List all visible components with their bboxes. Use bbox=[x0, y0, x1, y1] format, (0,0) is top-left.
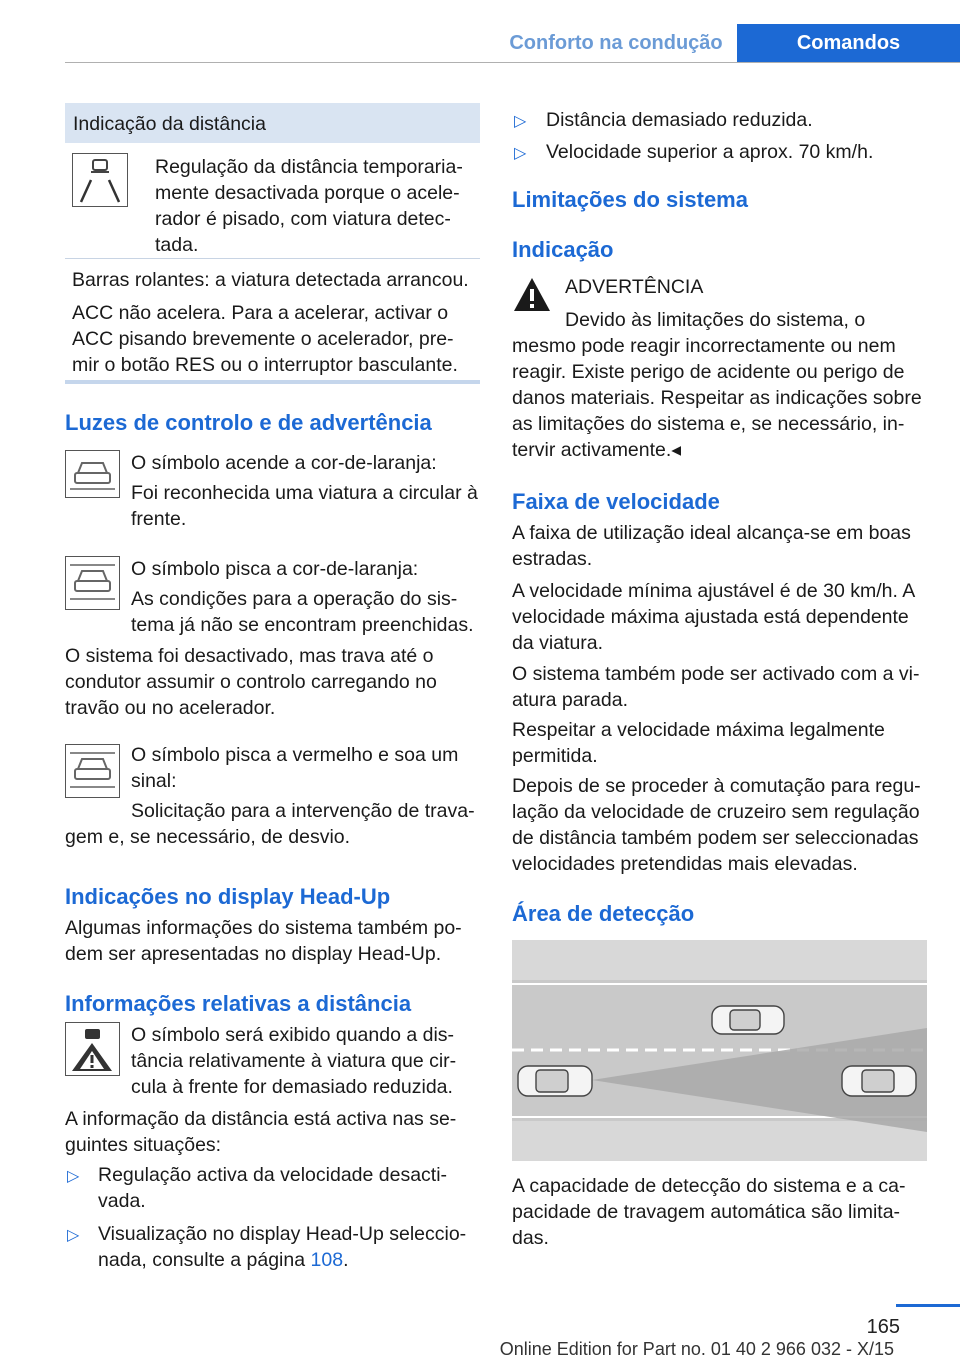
distance-warning-icon bbox=[65, 1022, 120, 1076]
bullet-item bbox=[98, 1162, 483, 1214]
text-line: O símbolo pisca a vermelho e soa um bbox=[131, 744, 459, 766]
text-line: ACC pisando brevemente o acelerador, pre- bbox=[72, 328, 454, 350]
edition-footer: Online Edition for Part no. 01 40 2 966 032 - X/15 bbox=[499, 1339, 894, 1359]
text-line: travão ou no acelerador. bbox=[65, 697, 276, 719]
footer-accent-line bbox=[896, 1304, 960, 1307]
light1-detail bbox=[131, 480, 486, 532]
text-line: das. bbox=[512, 1227, 549, 1249]
text-line: estradas. bbox=[512, 548, 593, 570]
text-line: rador é pisado, com viatura detec- bbox=[155, 208, 451, 230]
text-line: as limitações do sistema e, se necessário, in- bbox=[512, 413, 905, 435]
text-line: guintes situações: bbox=[65, 1134, 222, 1156]
text-line: danos materiais. Respeitar as indicações sobre bbox=[512, 387, 922, 409]
text-line: dem ser apresentadas no display Head-Up. bbox=[65, 943, 442, 965]
text-line: lação da velocidade de cruzeiro sem regulação bbox=[512, 801, 920, 823]
distance-info-heading: Informações relativas a distância bbox=[65, 991, 412, 1016]
light1-text: O símbolo acende a cor-de-laranja: bbox=[131, 452, 437, 474]
text-line: velocidades pretendidas mais elevadas. bbox=[512, 853, 858, 875]
bullet-item: Velocidade superior a aprox. 70 km/h. bbox=[546, 141, 874, 163]
text-line: As condições para a operação do sis- bbox=[131, 588, 458, 610]
speed-text-2 bbox=[512, 578, 942, 656]
table-header-label: Indicação da distância bbox=[73, 113, 266, 135]
text-line: tema já não se encontram preenchidas. bbox=[131, 614, 474, 636]
text-line: Algumas informações do sistema também po- bbox=[65, 917, 462, 939]
text-line: tervir activamente.◂ bbox=[512, 439, 682, 461]
car-blinking-icon bbox=[65, 556, 120, 610]
text-fragment: nada, consulte a página bbox=[98, 1249, 311, 1271]
hud-text bbox=[65, 915, 485, 967]
bullet-icon: ▷ bbox=[514, 113, 527, 130]
detection-area-heading: Área de detecção bbox=[512, 901, 695, 926]
table-header bbox=[65, 103, 480, 143]
warning-first-line: Devido às limitações do sistema, o bbox=[565, 309, 866, 331]
bullet-item: Distância demasiado reduzida. bbox=[546, 109, 813, 131]
text-line: pacidade de travagem automática são limita- bbox=[512, 1201, 901, 1223]
page-number: 165 bbox=[866, 1316, 900, 1338]
text-line: cula à frente for demasiado reduzida. bbox=[131, 1076, 453, 1098]
detection-area-illustration bbox=[512, 940, 927, 1161]
text-line: ACC não acelera. Para a acelerar, activar o bbox=[72, 302, 449, 324]
light3-text bbox=[131, 742, 486, 794]
text-fragment: . bbox=[343, 1249, 349, 1271]
text-line: O símbolo será exibido quando a dis- bbox=[131, 1024, 455, 1046]
detection-text bbox=[512, 1173, 942, 1251]
text-line: sinal: bbox=[131, 770, 177, 792]
light2-detail bbox=[131, 586, 486, 638]
text-line: de distância também podem ser seleccionadas bbox=[512, 827, 919, 849]
header-rule bbox=[65, 62, 960, 63]
warning-triangle-icon bbox=[512, 275, 552, 315]
rolling-bars-text: Barras rolantes: a viatura detectada arrancou. bbox=[72, 269, 469, 291]
text-line: Visualização no display Head-Up seleccio- bbox=[98, 1223, 467, 1245]
bullet-icon: ▷ bbox=[67, 1168, 80, 1185]
text-line: Depois de se proceder à comutação para regu- bbox=[512, 775, 921, 797]
distance-active-text bbox=[65, 1106, 485, 1158]
table-separator bbox=[65, 258, 480, 259]
light3-detail-line2: gem e, se necessário, de desvio. bbox=[65, 826, 351, 848]
text-line: reagir. Existe perigo de acidente ou perigo de bbox=[512, 361, 905, 383]
car-indicator-icon bbox=[65, 450, 120, 498]
bullet-icon: ▷ bbox=[67, 1227, 80, 1244]
text-line: tada. bbox=[155, 234, 199, 256]
text-line: frente. bbox=[131, 508, 187, 530]
header-chapter-tab[interactable]: Comandos bbox=[737, 24, 960, 62]
speed-range-heading: Faixa de velocidade bbox=[512, 489, 720, 514]
text-line: A faixa de utilização ideal alcança-se em boas bbox=[512, 522, 911, 544]
acc-paragraph bbox=[72, 300, 492, 378]
text-line: A velocidade mínima ajustável é de 30 km/h. A bbox=[512, 580, 916, 602]
speed-text-1 bbox=[512, 520, 942, 572]
text-line: Respeitar a velocidade máxima legalmente bbox=[512, 719, 885, 741]
text-line: A informação da distância está activa nas se- bbox=[65, 1108, 457, 1130]
bullet-icon: ▷ bbox=[514, 145, 527, 162]
text-line: velocidade máxima ajustada está dependente bbox=[512, 606, 909, 628]
text-line: permitida. bbox=[512, 745, 598, 767]
text-line: mesmo pode reagir incorrectamente ou nem bbox=[512, 335, 896, 357]
light3-detail-line1: Solicitação para a intervenção de trava- bbox=[131, 800, 475, 822]
warning-body bbox=[512, 333, 942, 463]
text-line: Foi reconhecida uma viatura a circular à bbox=[131, 482, 478, 504]
indication-heading: Indicação bbox=[512, 237, 614, 262]
text-line: O sistema foi desactivado, mas trava até o bbox=[65, 645, 434, 667]
text-line: mente desactivada porque o acele- bbox=[155, 182, 460, 204]
text-line: tância relativamente à viatura que cir- bbox=[131, 1050, 457, 1072]
speed-text-4 bbox=[512, 717, 942, 769]
text-line: A capacidade de detecção do sistema e a ca- bbox=[512, 1175, 906, 1197]
bullet-item bbox=[98, 1221, 483, 1273]
text-line: Regulação activa da velocidade desacti- bbox=[98, 1164, 448, 1186]
distance-info-text bbox=[131, 1022, 486, 1100]
text-line: Regulação da distância temporaria- bbox=[155, 156, 463, 178]
text-line: atura parada. bbox=[512, 689, 629, 711]
text-line: O sistema também pode ser activado com a vi- bbox=[512, 663, 920, 685]
header-section-label: Conforto na condução bbox=[509, 32, 723, 54]
lights-heading: Luzes de controlo e de advertência bbox=[65, 410, 432, 435]
text-line: vada. bbox=[98, 1190, 146, 1212]
speed-text-5 bbox=[512, 773, 942, 877]
light2-text: O símbolo pisca a cor-de-laranja: bbox=[131, 558, 419, 580]
table-row-text bbox=[155, 154, 480, 258]
text-line bbox=[98, 1247, 483, 1273]
hud-heading: Indicações no display Head-Up bbox=[65, 884, 391, 909]
table-end-rule bbox=[65, 380, 480, 384]
text-line: mir o botão RES ou o interruptor basculante. bbox=[72, 354, 458, 376]
system-off-text bbox=[65, 643, 485, 721]
text-line: condutor assumir o controlo carregando no bbox=[65, 671, 437, 693]
text-line: da viatura. bbox=[512, 632, 604, 654]
limits-heading: Limitações do sistema bbox=[512, 187, 748, 212]
warning-title: ADVERTÊNCIA bbox=[565, 276, 704, 298]
speed-text-3 bbox=[512, 661, 942, 713]
distance-lanes-icon bbox=[72, 153, 128, 207]
car-warning-icon bbox=[65, 744, 120, 798]
page-link[interactable]: 108 bbox=[310, 1249, 344, 1271]
